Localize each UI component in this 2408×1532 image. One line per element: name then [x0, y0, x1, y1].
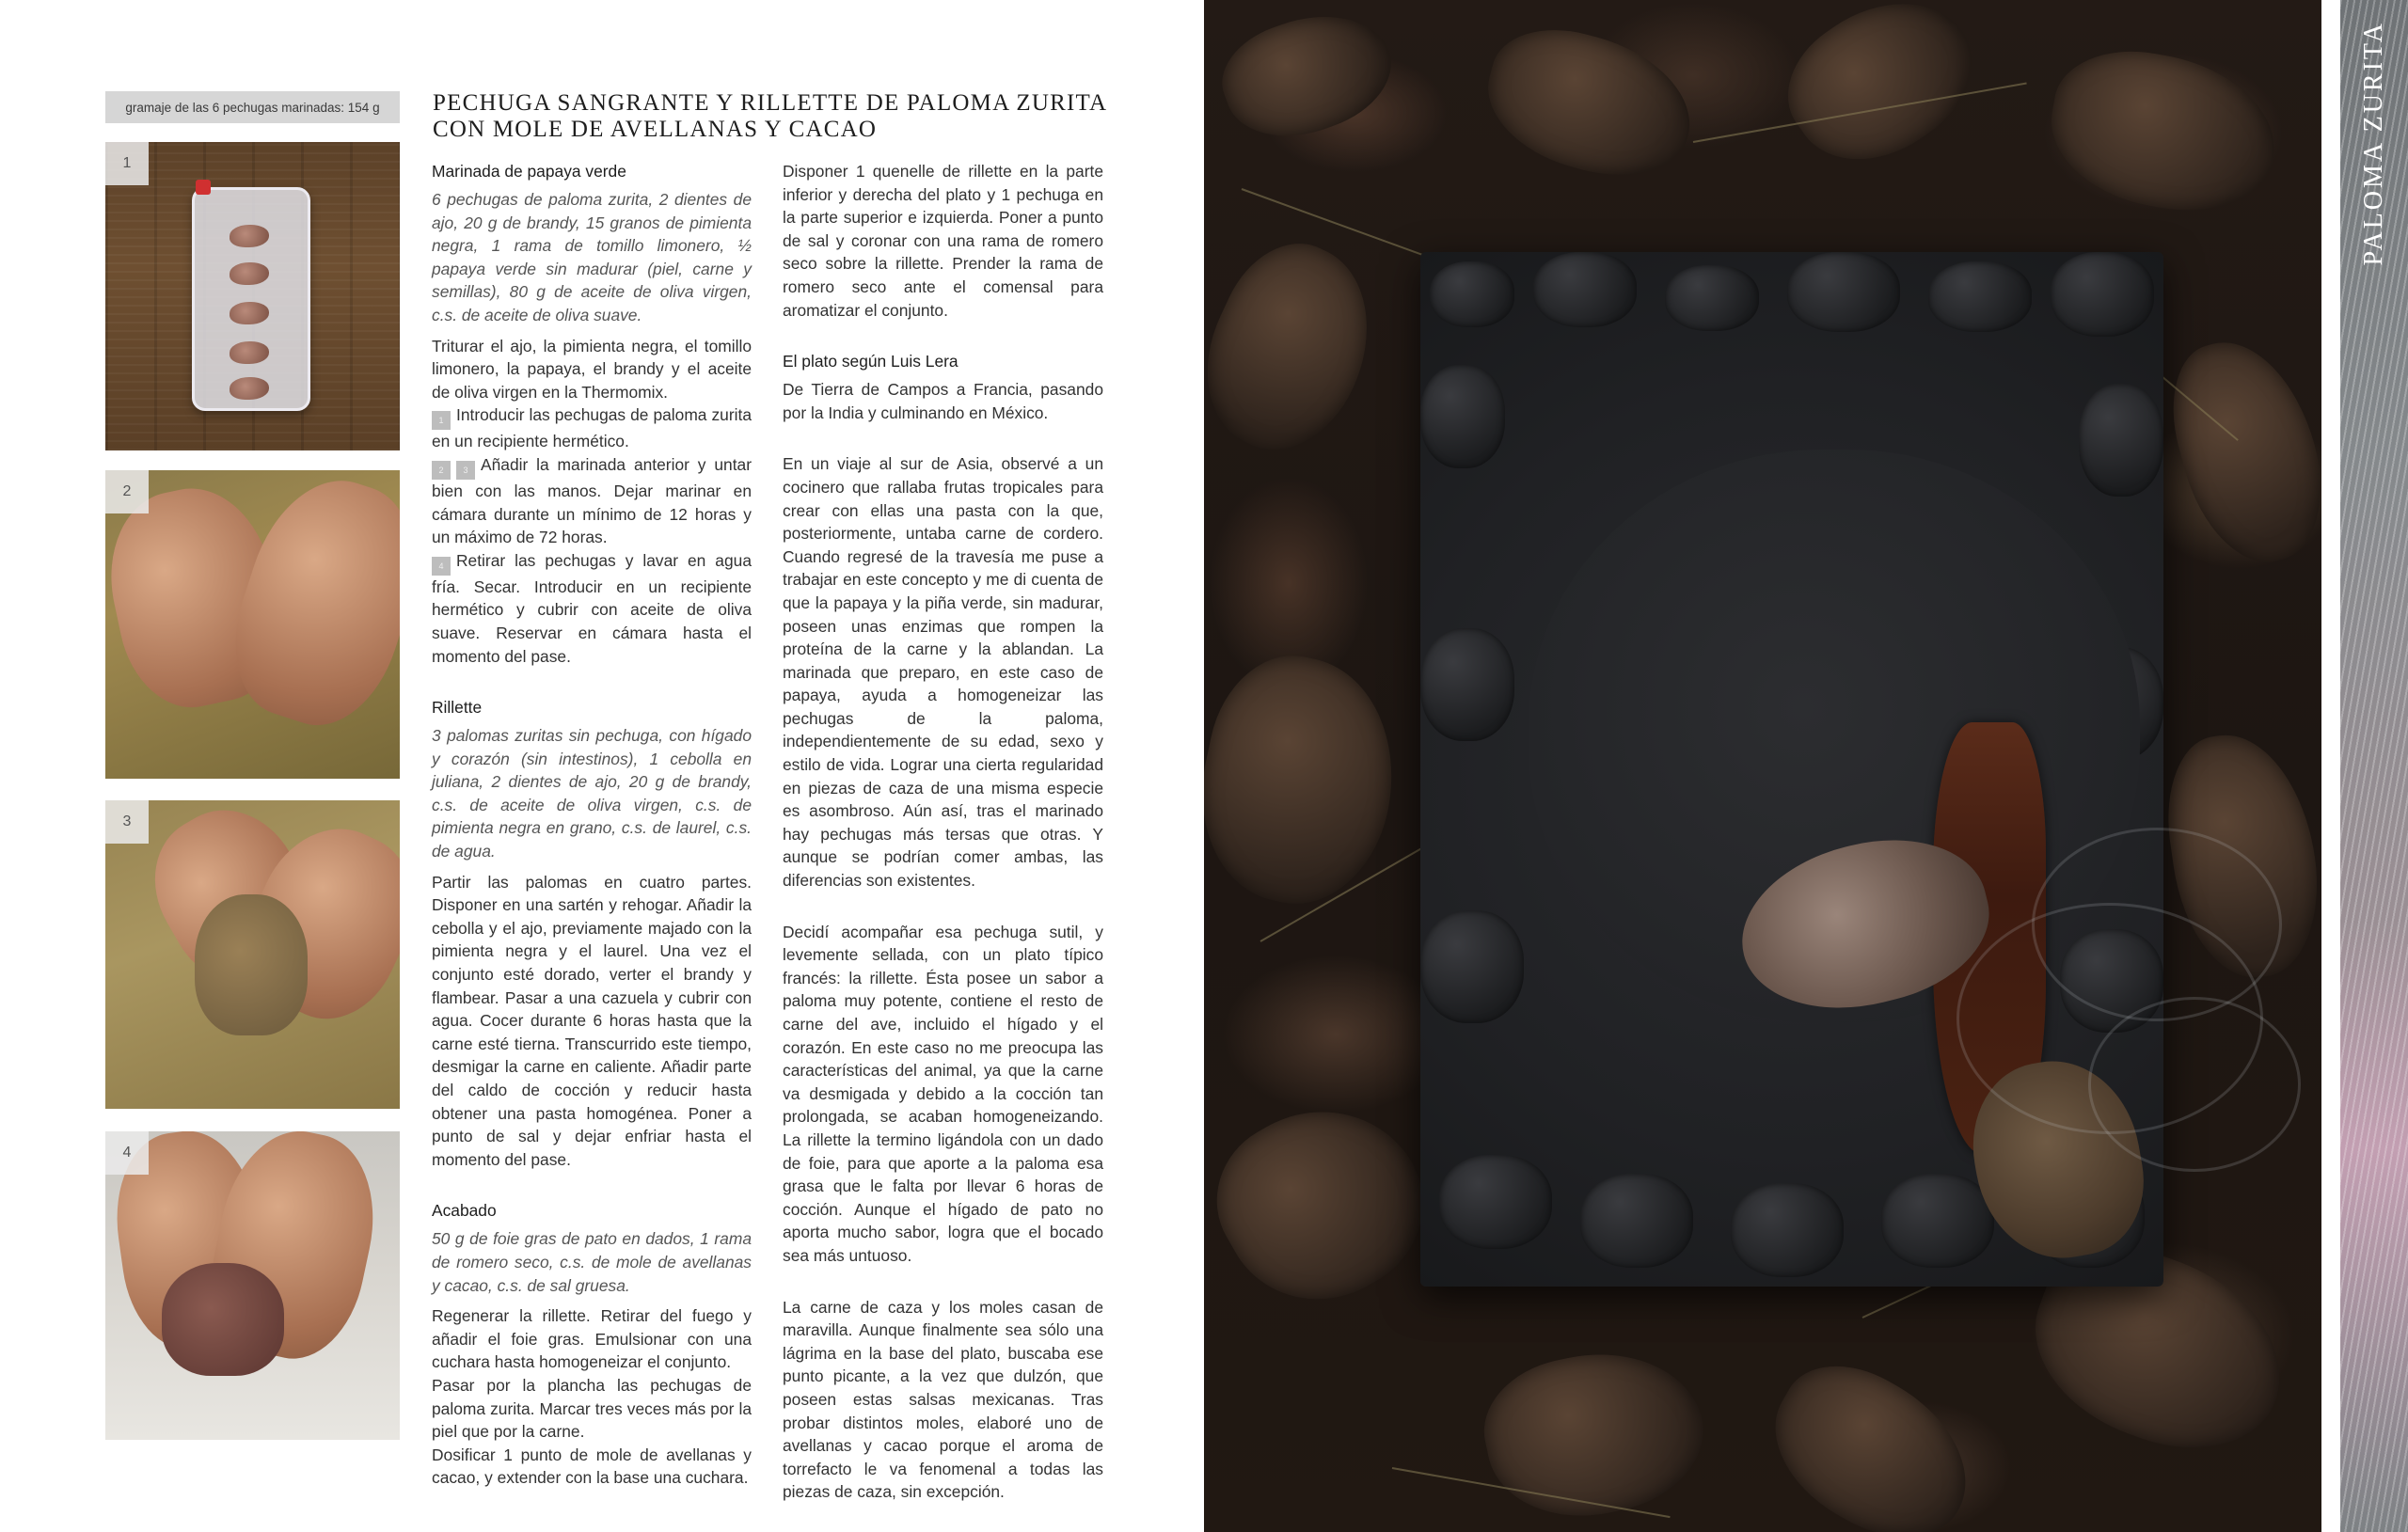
- slate-texture: [1420, 365, 1505, 468]
- recipe-column-2: [783, 160, 1103, 1511]
- step-number: 3: [105, 800, 149, 844]
- slate-texture: [1731, 1183, 1844, 1277]
- smoke-wisp: [2088, 997, 2301, 1172]
- step-ref-badge: 1: [432, 411, 451, 430]
- acabado-step-text: Pasar por la plancha las pechugas de paloma zurita. Marcar tres veces más por la piel que por la carne.: [432, 1375, 752, 1442]
- step-photo-2: [105, 470, 400, 779]
- step-number: 1: [105, 142, 149, 185]
- title-line-1: PECHUGA SANGRANTE Y RILLETTE DE PALOMA ZURITA: [433, 90, 1108, 116]
- step-photo-3: [105, 800, 400, 1109]
- chef-note-paragraph: En un viaje al sur de Asia, observé a un cocinero que rallaba frutas tropicales para crear con ellas una pasta con la que, posteriormente, untaba carne de cordero. Cuando regresé de la travesía me puse a trabajar en este concepto y me di cuenta de que la papaya y la piña verde, sin madurar, poseen unas enzimas que rompen la proteína de la carne y la ablandan. La marinada que preparo, en este caso de papaya, ayuda a homogeneizar las pechugas de la paloma, independientemente de su edad, sexo y estilo de vida. Lograr una cierta regularidad en piezas de caza de una misma especie es asombroso. Aún así, tras el marinado hay pechugas más tersas que otras. Y aunque se podrían comer ambas, las diferencias son existentes.: [783, 454, 1103, 891]
- dish-photo: [1204, 0, 2321, 1532]
- bark-piece: [1204, 1073, 1454, 1335]
- section-heading-acabado: Acabado: [432, 1201, 497, 1221]
- section-heading-luis-lera: El plato según Luis Lera: [783, 352, 958, 371]
- bark-piece: [2155, 325, 2321, 577]
- acabado-ingredients: 50 g de foie gras de pato en dados, 1 rama de romero seco, c.s. de mole de avellanas y cacao, c.s. de sal gruesa.: [432, 1229, 752, 1295]
- pigeon-breast-piece: [230, 262, 269, 285]
- pigeon-breast-piece: [230, 225, 269, 247]
- slate-texture: [1439, 1155, 1552, 1249]
- step-ref-badge: 4: [432, 557, 451, 576]
- step-photo-1: [105, 142, 400, 450]
- marinada-step-text: Introducir las pechugas de paloma zurita en un recipiente hermético.: [432, 405, 752, 451]
- chef-note-paragraph: Decidí acompañar esa pechuga sutil, y levemente sellada, con un plato típico francés: la rillette. Ésta posee un sabor a paloma muy potente, contiene el resto de carne del ave, incluido el hígado y el corazón. En este caso no me preocupa las características del animal, ya que la carne va desmigada y debido a la cocción tan prolongada, se acaban homogeneizando. La rillette la termino ligándola con un dado de foie, para que aporte a la paloma esa grasa que le falta por llevar 6 horas de cocción. Aunque el hígado de pato no aporta mucho sabor, logra que el bocado sea más untuoso.: [783, 922, 1103, 1265]
- step-ref-badge: 3: [456, 461, 475, 480]
- bark-piece: [1747, 1340, 1997, 1532]
- marinada-step-text: Añadir la marinada anterior y untar bien con las manos. Dejar marinar en cámara durante un mínimo de 12 horas y un máximo de 72 horas.: [432, 454, 752, 547]
- acabado-step-text: Disponer 1 quenelle de rillette en la parte inferior y derecha del plato y 1 pechuga en la parte superior e izquierda. Poner a punto de sal y coronar con una rama de romero seco sobre la rillette. Prender la rama de romero seco ante el comensal para aromatizar el conjunto.: [783, 162, 1103, 320]
- right-page: [1204, 0, 2408, 1532]
- chapter-label-text: PALOMA ZURITA: [2359, 21, 2388, 266]
- section-heading-marinada: Marinada de papaya verde: [432, 162, 626, 181]
- slate-texture: [1430, 261, 1514, 327]
- chapter-label: [2340, 21, 2408, 303]
- bark-piece: [2039, 38, 2288, 225]
- chef-note-intro: De Tierra de Campos a Francia, pasando por la India y culminando en México.: [783, 380, 1103, 422]
- rillette-ingredients: 3 palomas zuritas sin pechuga, con hígado y corazón (sin intestinos), 1 cebolla en juliana, 2 dientes de ajo, 20 g de brandy, c.s. de aceite de oliva virgen, c.s. de pimienta negra en grano, c.s. de laurel, c.s. de agua.: [432, 726, 752, 861]
- recipe-column-1: [432, 160, 752, 1490]
- marinada-step-text: [432, 403, 752, 453]
- marinated-breast-illustration: [195, 894, 308, 1035]
- bark-piece: [1473, 13, 1707, 194]
- step-photo-4: [105, 1131, 400, 1440]
- section-heading-rillette: Rillette: [432, 698, 483, 718]
- slate-texture: [1420, 910, 1524, 1023]
- slate-texture: [2051, 252, 2154, 337]
- marinada-ingredients: 6 pechugas de paloma zurita, 2 dientes de ajo, 20 g de brandy, 15 granos de pimienta negra, 1 rama de tomillo limonero, ½ papaya verde sin madurar (piel, carne y semillas), 80 g de aceite de oliva virgen, c.s. de aceite de oliva suave.: [432, 190, 752, 324]
- bark-piece: [1204, 641, 1416, 920]
- pigeon-breast-piece: [230, 302, 269, 324]
- slate-board: [1420, 252, 2163, 1287]
- pigeon-breast-piece: [230, 341, 269, 364]
- pigeon-breast-piece: [230, 377, 269, 400]
- slate-texture: [2079, 384, 2163, 497]
- container-tab: [196, 180, 211, 195]
- chef-note-paragraph: La carne de caza y los moles casan de maravilla. Aunque finalmente sea sólo una lágrima en la base del plato, buscaba ese punto picante, a la vez que dulzón, que poseen estas salsas mexicanas. Tras probar distintos moles, elaboré uno de avellanas y cacao porque el aroma de torrefacto le va fenomenal a todas las piezas de caza, sin excepción.: [783, 1297, 1103, 1502]
- slate-texture: [1420, 628, 1514, 741]
- recipe-title: [433, 90, 1110, 143]
- slate-texture: [1580, 1174, 1693, 1268]
- bark-piece: [1204, 222, 1401, 473]
- weight-caption: gramaje de las 6 pechugas marinadas: 154 g: [105, 91, 400, 123]
- marinada-step-text: [432, 453, 752, 549]
- acabado-step-text: Regenerar la rillette. Retirar del fuego y añadir el foie gras. Emulsionar con una cuchara hasta homogeneizar el conjunto.: [432, 1306, 752, 1372]
- marinada-step-text: Triturar el ajo, la pimienta negra, el tomillo limonero, la papaya, el brandy y el aceite de oliva virgen en la Thermomix.: [432, 336, 752, 402]
- chapter-side-tab: [2340, 0, 2408, 1532]
- step-ref-badge: 2: [432, 461, 451, 480]
- slate-texture: [1881, 1174, 1994, 1268]
- step-number: 4: [105, 1131, 149, 1175]
- title-line-2: CON MOLE DE AVELLANAS Y CACAO: [433, 117, 878, 142]
- marinada-step-text: [432, 549, 752, 668]
- marinada-step-text: Retirar las pechugas y lavar en agua fría. Secar. Introducir en un recipiente hermético y cubrir con aceite de oliva suave. Reservar en cámara hasta el momento del pase.: [432, 550, 752, 666]
- step-number: 2: [105, 470, 149, 513]
- acabado-step-text: Dosificar 1 punto de mole de avellanas y cacao, y extender con la base una cuchara.: [432, 1445, 752, 1488]
- slate-texture: [1665, 265, 1759, 331]
- breast-under-water-illustration: [162, 1263, 284, 1376]
- slate-texture: [1928, 261, 2032, 332]
- rillette-step-text: Partir las palomas en cuatro partes. Disponer en una sartén y rehogar. Añadir la cebolla y el ajo, previamente majado con la pimienta negra y el laurel. Una vez el conjunto esté dorado, verter el brandy y flambear. Pasar a una cazuela y cubrir con agua. Cocer durante 6 horas hasta que la carne esté tierna. Transcurrido este tiempo, desmigar la carne en caliente. Añadir parte del caldo de cocción y reducir hasta obtener una pasta homogénea. Poner a punto de sal y dejar enfriar hasta el momento del pase.: [432, 872, 752, 1169]
- slate-texture: [1787, 252, 1900, 332]
- bark-piece: [1209, 0, 1406, 157]
- slate-texture: [1533, 252, 1637, 327]
- bark-piece: [1764, 0, 1999, 192]
